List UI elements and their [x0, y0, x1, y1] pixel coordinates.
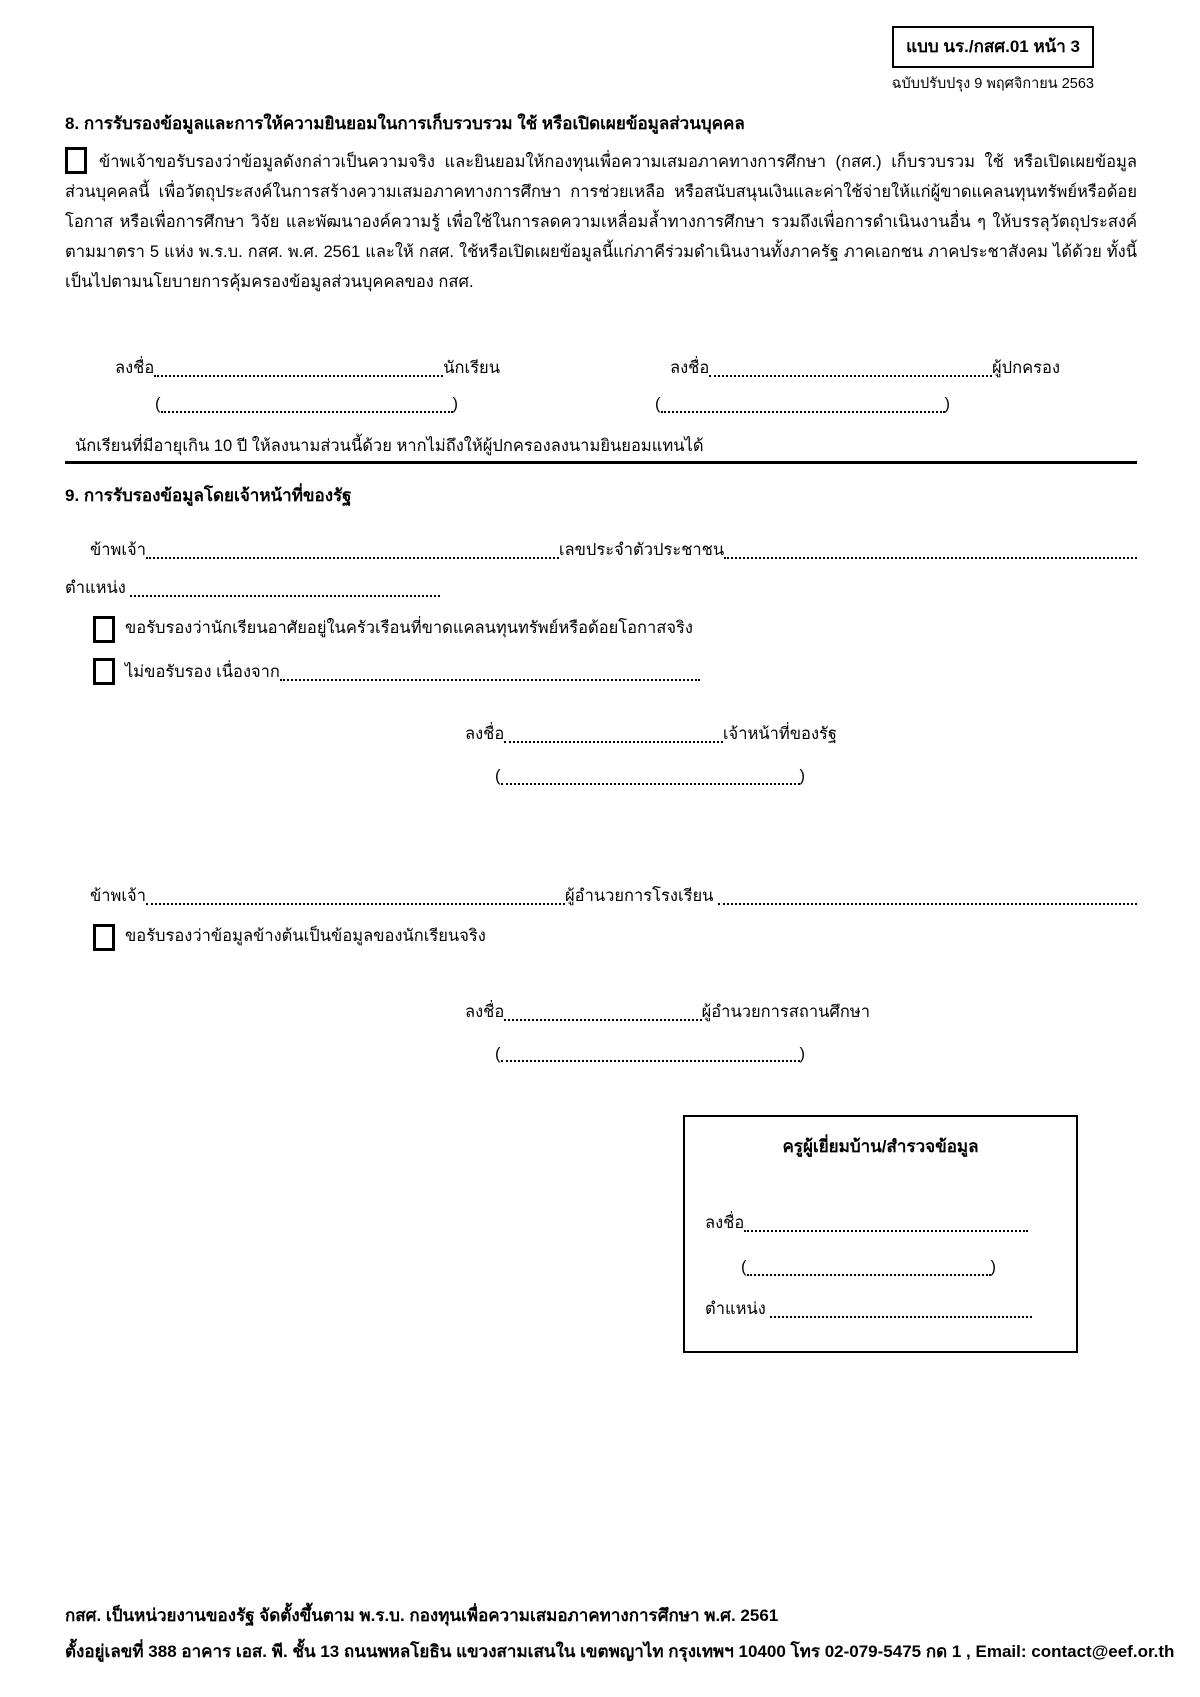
not-certify-option-row [65, 658, 1137, 685]
student-sign-label: ลงชื่อ [115, 359, 155, 377]
paren-close: ) [452, 394, 458, 413]
director-i-label: ข้าพเจ้า [90, 886, 146, 905]
officer-id-line[interactable] [724, 557, 1137, 559]
student-printed-name-cell [155, 393, 458, 417]
guardian-signature-cell [670, 357, 1060, 381]
director-certify-checkbox[interactable] [93, 924, 115, 951]
paren-open: ( [741, 1257, 747, 1276]
age-note: นักเรียนที่มีอายุเกิน 10 ปี ให้ลงนามส่วนนี้ด้วย หากไม่ถึงให้ผู้ปกครองลงนามยินยอมแทนได้ [75, 436, 704, 455]
paren-open: ( [495, 766, 501, 785]
paren-open: ( [155, 394, 161, 413]
teacher-position-row [705, 1298, 1056, 1322]
director-certify-row [65, 924, 1137, 951]
guardian-sign-label: ลงชื่อ [670, 359, 710, 377]
form-code-badge: แบบ นร./กสศ.01 หน้า 3 [892, 26, 1094, 68]
certify-checkbox[interactable] [93, 616, 115, 643]
officer-id-label: เลขประจำตัวประชาชน [558, 541, 725, 559]
officer-sign-row [465, 723, 837, 747]
teacher-sign-label: ลงชื่อ [705, 1214, 745, 1232]
guardian-role-label: ผู้ปกครอง [992, 359, 1060, 377]
teacher-sign-row [705, 1212, 1028, 1236]
director-identity-row [65, 885, 1137, 909]
paren-open: ( [495, 1044, 501, 1063]
printed-name-row [65, 393, 1137, 417]
guardian-signature-line[interactable] [709, 375, 992, 377]
teacher-position-label: ตำแหน่ง [705, 1299, 766, 1318]
officer-sign-label: ลงชื่อ [465, 724, 505, 743]
director-sign-row [465, 1001, 870, 1025]
student-signature-cell [115, 357, 500, 381]
teacher-printed-name-row [741, 1256, 996, 1280]
guardian-printed-name-line[interactable] [661, 411, 945, 413]
officer-position-label: ตำแหน่ง [65, 578, 126, 597]
footer-address-line: ตั้งอยู่เลขที่ 388 อาคาร เอส. พี. ชั้น 13 ถนนพหลโยธิน แขวงสามเสนใน เขตพญาไท กรุงเทพฯ 10400 โทร 02-079-5475 กด 1 , Email: contact@eef.or.th [65, 1642, 1175, 1661]
paren-close: ) [990, 1257, 996, 1276]
officer-i-label: ข้าพเจ้า [90, 541, 146, 559]
director-signature-line[interactable] [504, 1019, 701, 1021]
header [892, 26, 1094, 95]
home-visit-teacher-box [683, 1115, 1078, 1353]
footer [65, 1602, 1175, 1665]
officer-printed-name-row [495, 765, 805, 789]
officer-identity-row [65, 539, 1137, 563]
consent-paragraph [65, 147, 1137, 297]
officer-name-line[interactable] [146, 557, 559, 559]
signature-row [65, 357, 1137, 381]
footer-org-line: กสศ. เป็นหน่วยงานของรัฐ จัดตั้งขึ้นตาม พ.ร.บ. กองทุนเพื่อความเสมอภาคทางการศึกษา พ.ศ. 2561 [65, 1606, 779, 1625]
student-role-label: นักเรียน [443, 359, 500, 377]
consent-checkbox[interactable] [65, 147, 87, 174]
director-printed-name-line[interactable] [501, 1060, 800, 1062]
section-8 [65, 110, 1137, 459]
officer-signature-line[interactable] [504, 741, 723, 743]
officer-role-label: เจ้าหน้าที่ของรัฐ [722, 724, 837, 743]
officer-position-row [65, 577, 1137, 601]
certify-option-row [65, 616, 1137, 643]
teacher-box-title: ครูผู้เยี่ยมบ้าน/สำรวจข้อมูล [782, 1137, 979, 1156]
paren-open: ( [655, 394, 661, 413]
consent-text: ข้าพเจ้าขอรับรองว่าข้อมูลดังกล่าวเป็นความจริง และยินยอมให้กองทุนเพื่อความเสมอภาคทางการศึกษา (กสศ.) เก็บรวบรวม ใช้ หรือเปิดเผยข้อมูลส่วนบุคคลนี้ เพื่อวัตถุประสงค์ในการสร้างความเสมอภาคทางการศึกษา การช่วยเหลือ หรือสนับสนุนเงินและค่าใช้จ่ายให้แก่ผู้ขาดแคลนทุนทรัพย์หรือด้อยโอกาส หรือเพื่อการศึกษา วิจัย และพัฒนาองค์ความรู้ เพื่อใช้ในการลดความเหลื่อมล้ำทางการศึกษา รวมถึงเพื่อการดำเนินงานอื่น ๆ ให้บรรลุวัตถุประสงค์ตามมาตรา 5 แห่ง พ.ร.บ. กสศ. พ.ศ. 2561 และให้ กสศ. ใช้หรือเปิดเผยข้อมูลนี้แก่ภาคีร่วมดำเนินงานทั้งภาครัฐ ภาคเอกชน ภาคประชาสังคม ได้ด้วย ทั้งนี้ เป็นไปตามนโยบายการคุ้มครองข้อมูลส่วนบุคคลของ กสศ. [65, 153, 1137, 291]
paren-close: ) [944, 394, 950, 413]
student-signature-line[interactable] [154, 375, 443, 377]
director-printed-name-row [495, 1043, 805, 1067]
director-school-line[interactable] [718, 903, 1137, 905]
section-divider [65, 461, 1137, 464]
paren-close: ) [799, 766, 805, 785]
director-sign-label: ลงชื่อ [465, 1002, 505, 1021]
director-role-label: ผู้อำนวยการสถานศึกษา [701, 1002, 870, 1021]
not-certify-reason-line[interactable] [280, 679, 700, 681]
paren-close: ) [799, 1044, 805, 1063]
section8-heading: 8. การรับรองข้อมูลและการให้ความยินยอมในการเก็บรวบรวม ใช้ หรือเปิดเผยข้อมูลส่วนบุคคล [65, 114, 745, 133]
revision-label: ฉบับปรับปรุง 9 พฤศจิกายน 2563 [891, 76, 1094, 92]
certify-option-label: ขอรับรองว่านักเรียนอาศัยอยู่ในครัวเรือนที่ขาดแคลนทุนทรัพย์หรือด้อยโอกาสจริง [125, 619, 693, 638]
student-printed-name-line[interactable] [161, 411, 453, 413]
teacher-printed-name-line[interactable] [747, 1274, 991, 1276]
director-line-label: ผู้อำนวยการโรงเรียน [565, 886, 714, 905]
director-certify-label: ขอรับรองว่าข้อมูลข้างต้นเป็นข้อมูลของนักเรียนจริง [125, 927, 486, 946]
teacher-signature-line[interactable] [744, 1230, 1028, 1232]
not-certify-option-label: ไม่ขอรับรอง เนื่องจาก [125, 662, 280, 681]
guardian-printed-name-cell [655, 393, 950, 417]
officer-position-line[interactable] [130, 595, 440, 597]
section9-heading: 9. การรับรองข้อมูลโดยเจ้าหน้าที่ของรัฐ [65, 486, 352, 505]
not-certify-checkbox[interactable] [93, 658, 115, 685]
teacher-position-line[interactable] [770, 1316, 1032, 1318]
officer-printed-name-line[interactable] [501, 783, 800, 785]
director-name-line[interactable] [146, 903, 565, 905]
section-9 [65, 482, 1137, 1066]
